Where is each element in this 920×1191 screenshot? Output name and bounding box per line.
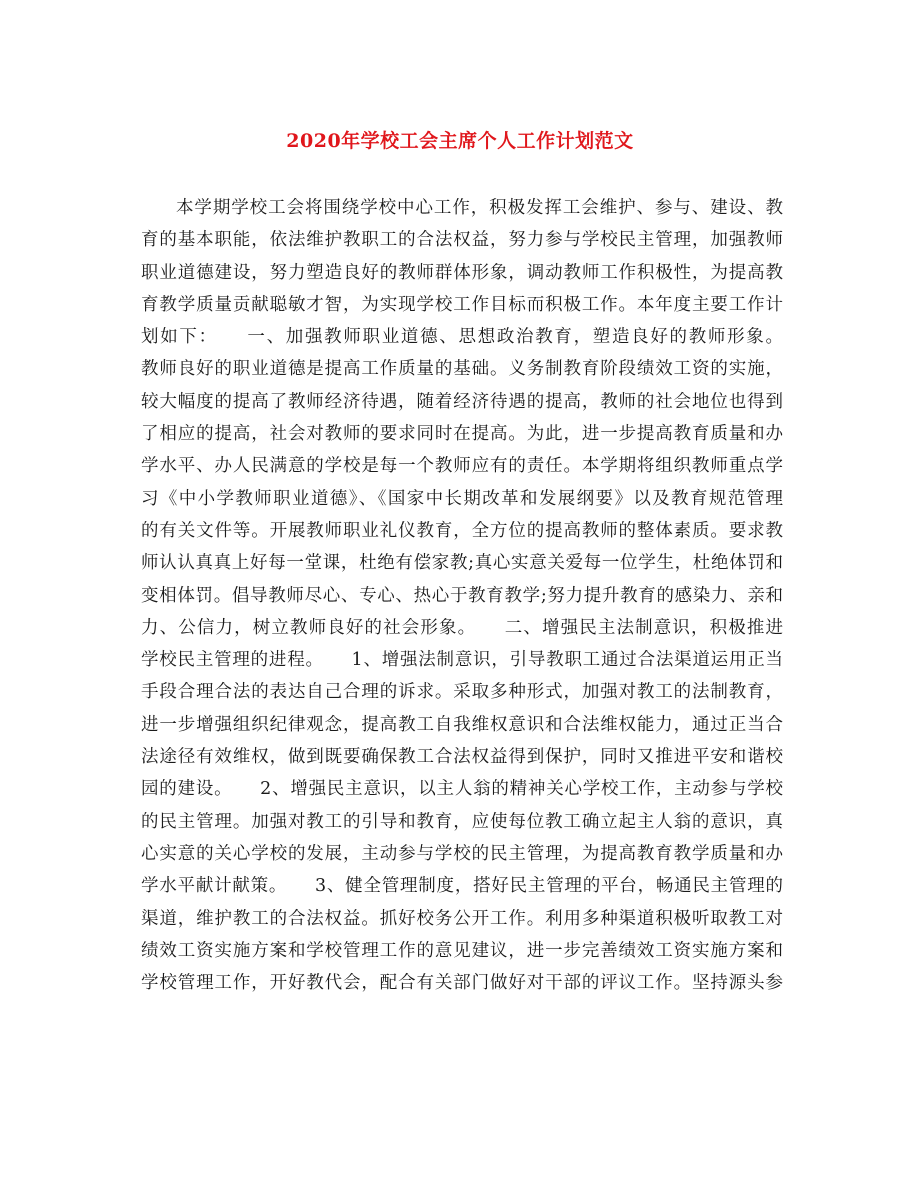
document-title: 2020年学校工会主席个人工作计划范文	[286, 130, 634, 152]
body-line: 划如下： 一、加强教师职业道德、思想政治教育，塑造良好的教师形象。	[141, 327, 783, 348]
body-line: 的有关文件等。开展教师职业礼仪教育，全方位的提高教师的整体素质。要求教	[141, 520, 783, 541]
body-line: 学水平、办人民满意的学校是每一个教师应有的责任。本学期将组织教师重点学	[141, 456, 783, 477]
document-body	[141, 192, 783, 999]
body-line: 本学期学校工会将围绕学校中心工作，积极发挥工会维护、参与、建设、教	[176, 198, 783, 218]
body-line: 变相体罚。倡导教师尽心、专心、热心于教育教学;努力提升教育的感染力、亲和	[141, 585, 783, 606]
body-line: 法途径有效维权，做到既要确保教工合法权益得到保护，同时又推进平安和谐校	[141, 747, 783, 768]
body-line: 育的基本职能，依法维护教职工的合法权益，努力参与学校民主管理，加强教师	[141, 230, 783, 251]
body-line: 渠道，维护教工的合法权益。抓好校务公开工作。利用多种渠道积极听取教工对	[141, 908, 783, 929]
body-line: 教师良好的职业道德是提高工作质量的基础。义务制教育阶段绩效工资的实施，	[141, 359, 783, 380]
body-line: 学校民主管理的进程。 1、增强法制意识，引导教职工通过合法渠道运用正当	[141, 650, 783, 671]
body-line: 手段合理合法的表达自己合理的诉求。采取多种形式，加强对教工的法制教育，	[141, 682, 783, 703]
body-line: 学水平献计献策。 3、健全管理制度，搭好民主管理的平台，畅通民主管理的	[141, 876, 783, 897]
body-line: 较大幅度的提高了教师经济待遇，随着经济待遇的提高，教师的社会地位也得到	[141, 391, 783, 412]
body-line: 育教学质量贡献聪敏才智，为实现学校工作目标而积极工作。本年度主要工作计	[141, 294, 783, 315]
body-line: 心实意的关心学校的发展，主动参与学校的民主管理，为提高教育教学质量和办	[141, 843, 783, 864]
body-line: 了相应的提高，社会对教师的要求同时在提高。为此，进一步提高教育质量和办	[141, 424, 783, 445]
body-line: 绩效工资实施方案和学校管理工作的意见建议，进一步完善绩效工资实施方案和	[141, 940, 783, 961]
body-line: 职业道德建设，努力塑造良好的教师群体形象，调动教师工作积极性，为提高教	[141, 262, 783, 283]
body-line: 学校管理工作，开好教代会，配合有关部门做好对干部的评议工作。坚持源头参	[141, 973, 783, 994]
body-line: 的民主管理。加强对教工的引导和教育，应使每位教工确立起主人翁的意识，真	[141, 811, 783, 832]
body-line: 力、公信力，树立教师良好的社会形象。 二、增强民主法制意识，积极推进	[141, 617, 783, 638]
body-line: 师认认真真上好每一堂课，杜绝有偿家教;真心实意关爱每一位学生，杜绝体罚和	[141, 553, 783, 574]
body-line: 进一步增强组织纪律观念，提高教工自我维权意识和合法维权能力，通过正当合	[141, 714, 783, 735]
body-line: 园的建设。 2、增强民主意识，以主人翁的精神关心学校工作，主动参与学校	[141, 779, 783, 800]
body-line: 习《中小学教师职业道德》、《国家中长期改革和发展纲要》以及教育规范管理	[141, 488, 783, 509]
